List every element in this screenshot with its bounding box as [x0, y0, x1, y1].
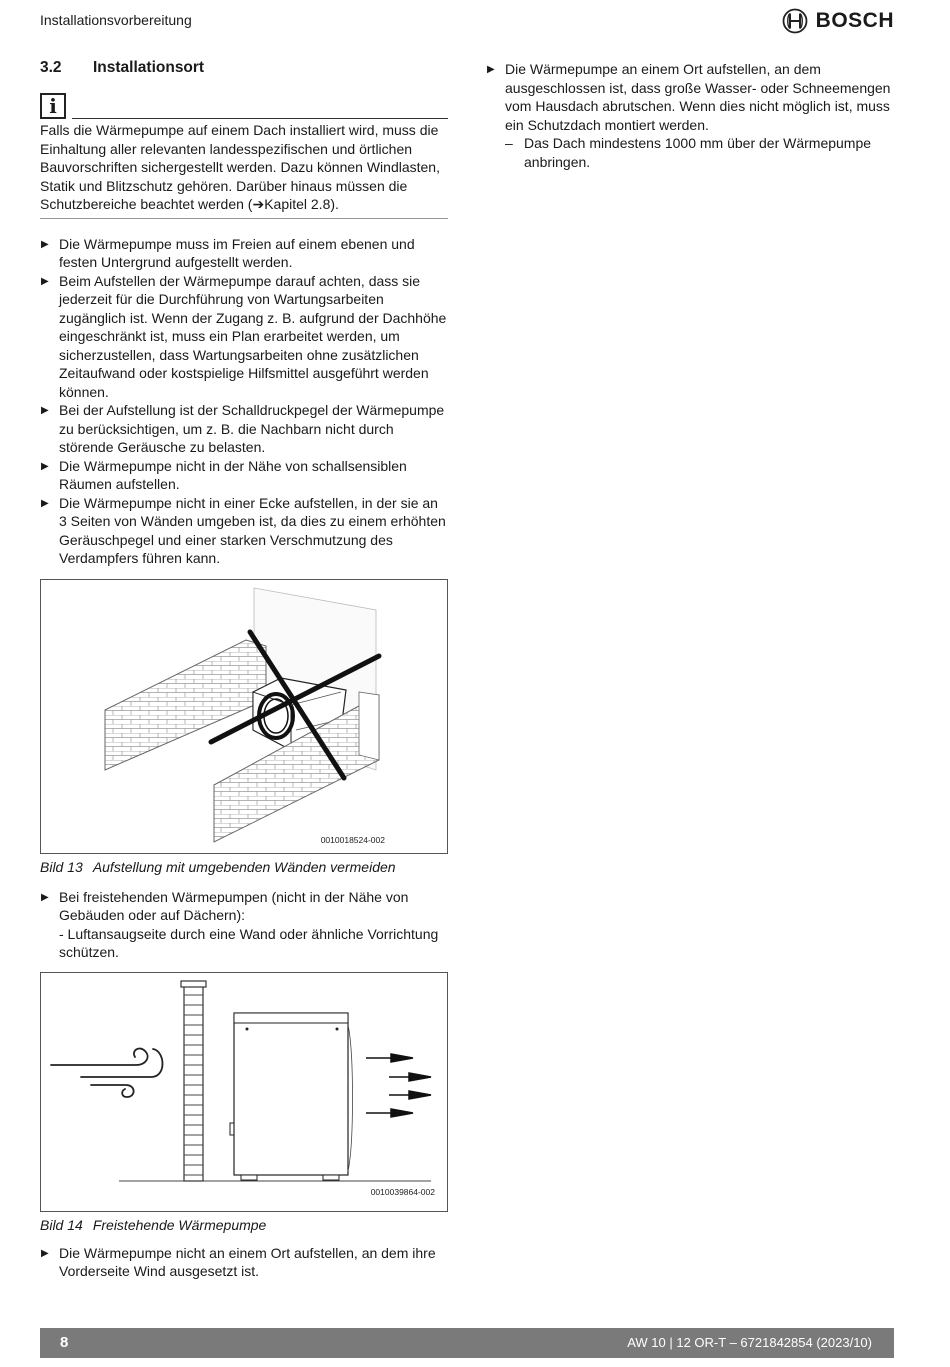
bullet-list-freestanding	[40, 888, 448, 962]
figure-label: Bild 13	[40, 858, 83, 875]
figure-13	[40, 579, 448, 854]
sub-list-item	[486, 134, 894, 171]
figure-id: 0010018524-002	[320, 834, 385, 845]
section-title: Installationsort	[93, 59, 205, 76]
figure-label: Bild 14	[40, 1216, 83, 1233]
figure-id: 0010039864-002	[370, 1186, 435, 1197]
list-item	[40, 888, 448, 962]
figure-14	[40, 972, 448, 1212]
bullet-list-left	[40, 235, 448, 568]
list-item: ▶ Die Wärmepumpe nicht an einem Ort aufstellen, an dem ihre Vorderseite Wind ausgesetzt ist.	[40, 1244, 448, 1281]
footer-bar	[40, 1328, 894, 1358]
list-item: ▶ Die Wärmepumpe nicht in einer Ecke aufstellen, in der sie an 3 Seiten von Wänden umgeben ist, da dies zu einem erhöhten Geräuschpegel und einer starken Verschmutzung des Verdampfers führen kann.	[40, 494, 448, 568]
corner-walls-illustration	[41, 580, 447, 851]
right-column	[486, 60, 894, 171]
header-section-title: Installationsvorbereitung	[40, 12, 192, 28]
figure-caption	[40, 859, 448, 875]
list-item: ▶ Die Wärmepumpe an einem Ort aufstellen, an dem ausgeschlossen ist, dass große Wasser- oder Schneemengen vom Hausdach abrutschen. Wenn dies nicht möglich ist, muss ein Schutzdach montiert werden.	[486, 60, 894, 134]
list-item: ▶ Bei der Aufstellung ist der Schalldruckpegel der Wärmepumpe zu berücksichtigen, um z. B. die Nachbarn nicht durch störende Geräusche zu belasten.	[40, 401, 448, 457]
left-column	[40, 58, 448, 1281]
bullet-list-right	[486, 60, 894, 134]
figure-caption	[40, 1217, 448, 1233]
section-heading	[40, 59, 448, 77]
list-item: ▶ Beim Aufstellen der Wärmepumpe darauf achten, dass sie jederzeit für die Durchführung von Wartungsarbeiten zugänglich ist. Wenn der Zugang z. B. aufgrund der Dachhöhe eingeschränkt ist, muss ein Plan erarbeitet werden, um sicherzustellen, dass Wartungsarbeiten ohne zusätzlichen Zeitaufwand oder kostspielige Hilfsmittel ausgeführt werden können.	[40, 272, 448, 402]
freestanding-heatpump-illustration	[41, 973, 447, 1209]
bullet-list-wind	[40, 1244, 448, 1281]
section-number: 3.2	[40, 59, 62, 76]
note-rule	[72, 118, 448, 119]
brand	[782, 8, 894, 34]
bosch-logo-icon	[782, 8, 808, 34]
note-text: Falls die Wärmepumpe auf einem Dach installiert wird, muss die Einhaltung aller relevanten landesspezifischen und örtlichen Bauvorschriften sichergestellt werden. Dazu können Windlasten, Statik und Blitzschutz gehören. Darüber hinaus müssen die Schutzbereiche beachtet werden (➔Kapitel 2.8).	[40, 121, 448, 219]
info-icon: i	[40, 93, 66, 119]
brand-name: BOSCH	[815, 9, 894, 32]
list-item: ▶ Die Wärmepumpe nicht in der Nähe von schallsensiblen Räumen aufstellen.	[40, 457, 448, 494]
list-item: ▶ Die Wärmepumpe muss im Freien auf einem ebenen und festen Untergrund aufgestellt werden.	[40, 235, 448, 272]
dash-marker: –	[505, 135, 513, 151]
figure-caption-text: Freistehende Wärmepumpe	[92, 1216, 267, 1233]
document-id: AW 10 | 12 OR-T – 6721842854 (2023/10)	[627, 1335, 872, 1350]
info-note	[40, 89, 448, 219]
page-number: 8	[60, 1334, 69, 1351]
sub-list-item-text: Das Dach mindestens 1000 mm über der Wärmepumpe anbringen.	[524, 135, 872, 170]
list-item-subtext: - Luftansaugseite durch eine Wand oder ähnliche Vorrichtung schützen.	[59, 925, 439, 960]
figure-caption-text: Aufstellung mit umgebenden Wänden vermeiden	[92, 858, 396, 875]
list-item-text: ▶ Bei freistehenden Wärmepumpen (nicht in der Nähe von Gebäuden oder auf Dächern):	[59, 888, 409, 923]
